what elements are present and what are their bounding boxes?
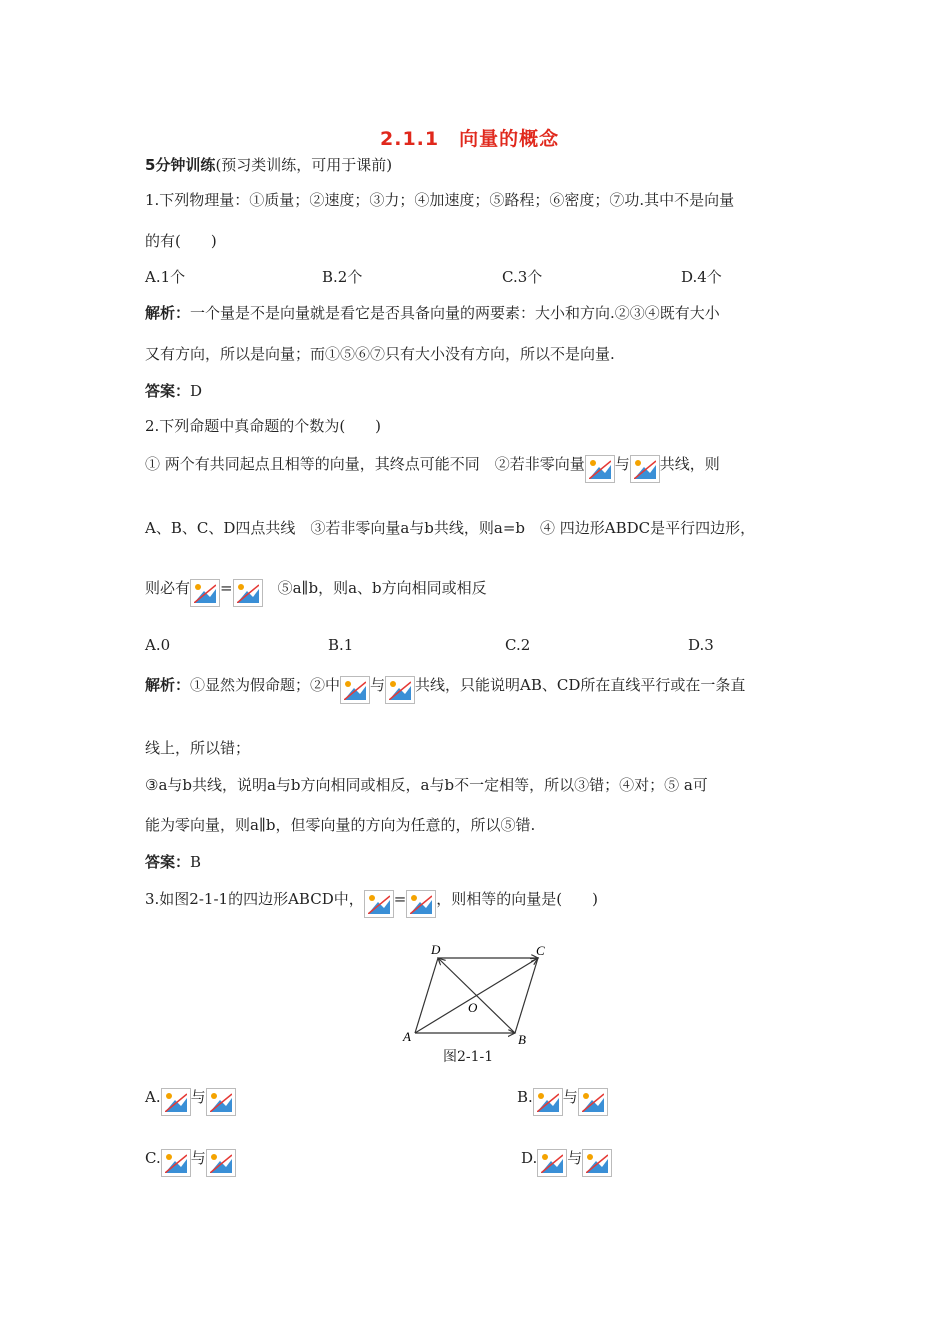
vector-image-placeholder [161,1088,191,1116]
vertex-label-a: A [403,1029,411,1044]
q1-answer [145,380,202,401]
vector-image-placeholder [206,1088,236,1116]
q2-stem: 2.下列命题中真命题的个数为( ) [145,417,382,435]
q3-stem-a: 3.如图2-1-1的四边形ABCD中， [145,890,364,908]
q1-option-c: C.3个 [502,268,543,286]
q2-p3c: ⑤a∥b，则a、b方向相同或相反 [262,579,487,597]
q1-line1: 1.下列物理量：①质量；②速度；③力；④加速度；⑤路程；⑥密度；⑦功.其中不是向量 [145,191,735,209]
vector-image-placeholder [578,1088,608,1116]
figure-caption: 图2-1-1 [443,1049,494,1065]
broken-image-icon [537,1092,559,1112]
option-sep: 与 [562,1088,578,1106]
vector-image-placeholder [537,1149,567,1177]
q2-option-a: A.0 [145,636,171,654]
vector-image-placeholder [406,890,436,918]
vertex-label-b: B [518,1032,526,1045]
broken-image-icon [589,459,611,479]
broken-image-icon [165,1153,187,1173]
q2-analysis-line2: 线上，所以错； [145,739,251,757]
center-label-o: O [468,1000,478,1015]
q2-a1c: 共线，只能说明AB、CD所在直线平行或在一条直 [415,676,746,694]
option-letter: B. [517,1088,533,1106]
q1-option-d: D.4个 [681,268,722,286]
q1-analysis-line1 [145,302,720,323]
answer-value: B [190,853,202,871]
option-letter: C. [145,1149,161,1167]
q2-p1a: ① 两个有共同起点且相等的向量，其终点可能不同 ②若非零向量 [145,455,585,473]
section-header [145,154,392,175]
broken-image-icon [634,459,656,479]
vector-image-placeholder [233,579,263,607]
q1-option-a: A.1个 [145,268,186,286]
broken-image-icon [194,583,216,603]
broken-image-icon [210,1153,232,1173]
q3-option-c [145,1147,236,1177]
broken-image-icon [165,1092,187,1112]
q3-option-d [521,1147,612,1177]
answer-value: D [190,382,203,400]
q2-option-d: D.3 [688,636,714,654]
broken-image-icon [368,894,390,914]
q2-option-c: C.2 [505,636,531,654]
q2-option-b: B.1 [328,636,354,654]
q2-analysis-line3: ③a与b共线，说明a与b方向相同或相反，a与b不一定相等，所以③错；④对；⑤ a可 [145,776,708,794]
broken-image-icon [582,1092,604,1112]
q2-prop-line1 [145,453,720,483]
vector-image-placeholder [364,890,394,918]
option-letter: A. [145,1088,161,1106]
vector-image-placeholder [340,676,370,704]
broken-image-icon [541,1153,563,1173]
option-sep: 与 [190,1088,206,1106]
q2-prop-line3 [145,577,487,607]
q2-analysis-line1 [145,674,745,704]
vector-image-placeholder [630,455,660,483]
q1-option-b: B.2个 [322,268,363,286]
q2-prop-line2: A、B、C、D四点共线 ③若非零向量a与b共线，则a=b ④ 四边形ABDC是平行四边形， [145,519,756,537]
vertex-label-c: C [536,943,545,958]
q2-a1a: ①显然为假命题；②中 [190,676,341,694]
vertex-label-d: D [431,942,441,957]
analysis-label: 解析： [145,304,191,322]
vector-image-placeholder [533,1088,563,1116]
option-sep: 与 [567,1149,583,1167]
broken-image-icon [344,680,366,700]
parallelogram-figure [398,940,558,1045]
answer-label: 答案： [145,853,191,871]
section-note: (预习类训练，可用于课前) [215,156,393,174]
option-letter: D. [521,1149,538,1167]
vector-image-placeholder [206,1149,236,1177]
q2-a1b: 与 [370,676,386,694]
analysis-label: 解析： [145,676,191,694]
q2-p3a: 则必有 [145,579,191,597]
vector-image-placeholder [161,1149,191,1177]
q3-stem-b: = [393,890,407,908]
broken-image-icon [410,894,432,914]
q2-p3b: = [220,579,233,597]
broken-image-icon [586,1153,608,1173]
q2-p1b: 与 [614,455,630,473]
vector-image-placeholder [585,455,615,483]
option-sep: 与 [190,1149,206,1167]
analysis-text: 一个量是不是向量就是看它是否具备向量的两要素：大小和方向.②③④既有大小 [190,304,720,322]
section-bold: 5分钟训练 [145,156,216,174]
diagonal-bd [438,958,515,1033]
q3-stem-c: ，则相等的向量是( ) [436,890,599,908]
q3-option-a [145,1086,236,1116]
q3-stem [145,888,598,918]
vector-image-placeholder [582,1149,612,1177]
q2-answer [145,851,201,872]
vector-image-placeholder [190,579,220,607]
page-title: 2.1.1 向量的概念 [380,128,560,150]
broken-image-icon [389,680,411,700]
q2-p1c: 共线，则 [659,455,720,473]
vector-image-placeholder [385,676,415,704]
q2-analysis-line4: 能为零向量，则a∥b，但零向量的方向为任意的，所以⑤错. [145,816,536,834]
broken-image-icon [210,1092,232,1112]
broken-image-icon [237,583,259,603]
q1-line2: 的有( ) [145,232,217,250]
q1-analysis-line2: 又有方向，所以是向量；而①⑤⑥⑦只有大小没有方向，所以不是向量. [145,345,615,363]
answer-label: 答案： [145,382,191,400]
q3-option-b [517,1086,608,1116]
